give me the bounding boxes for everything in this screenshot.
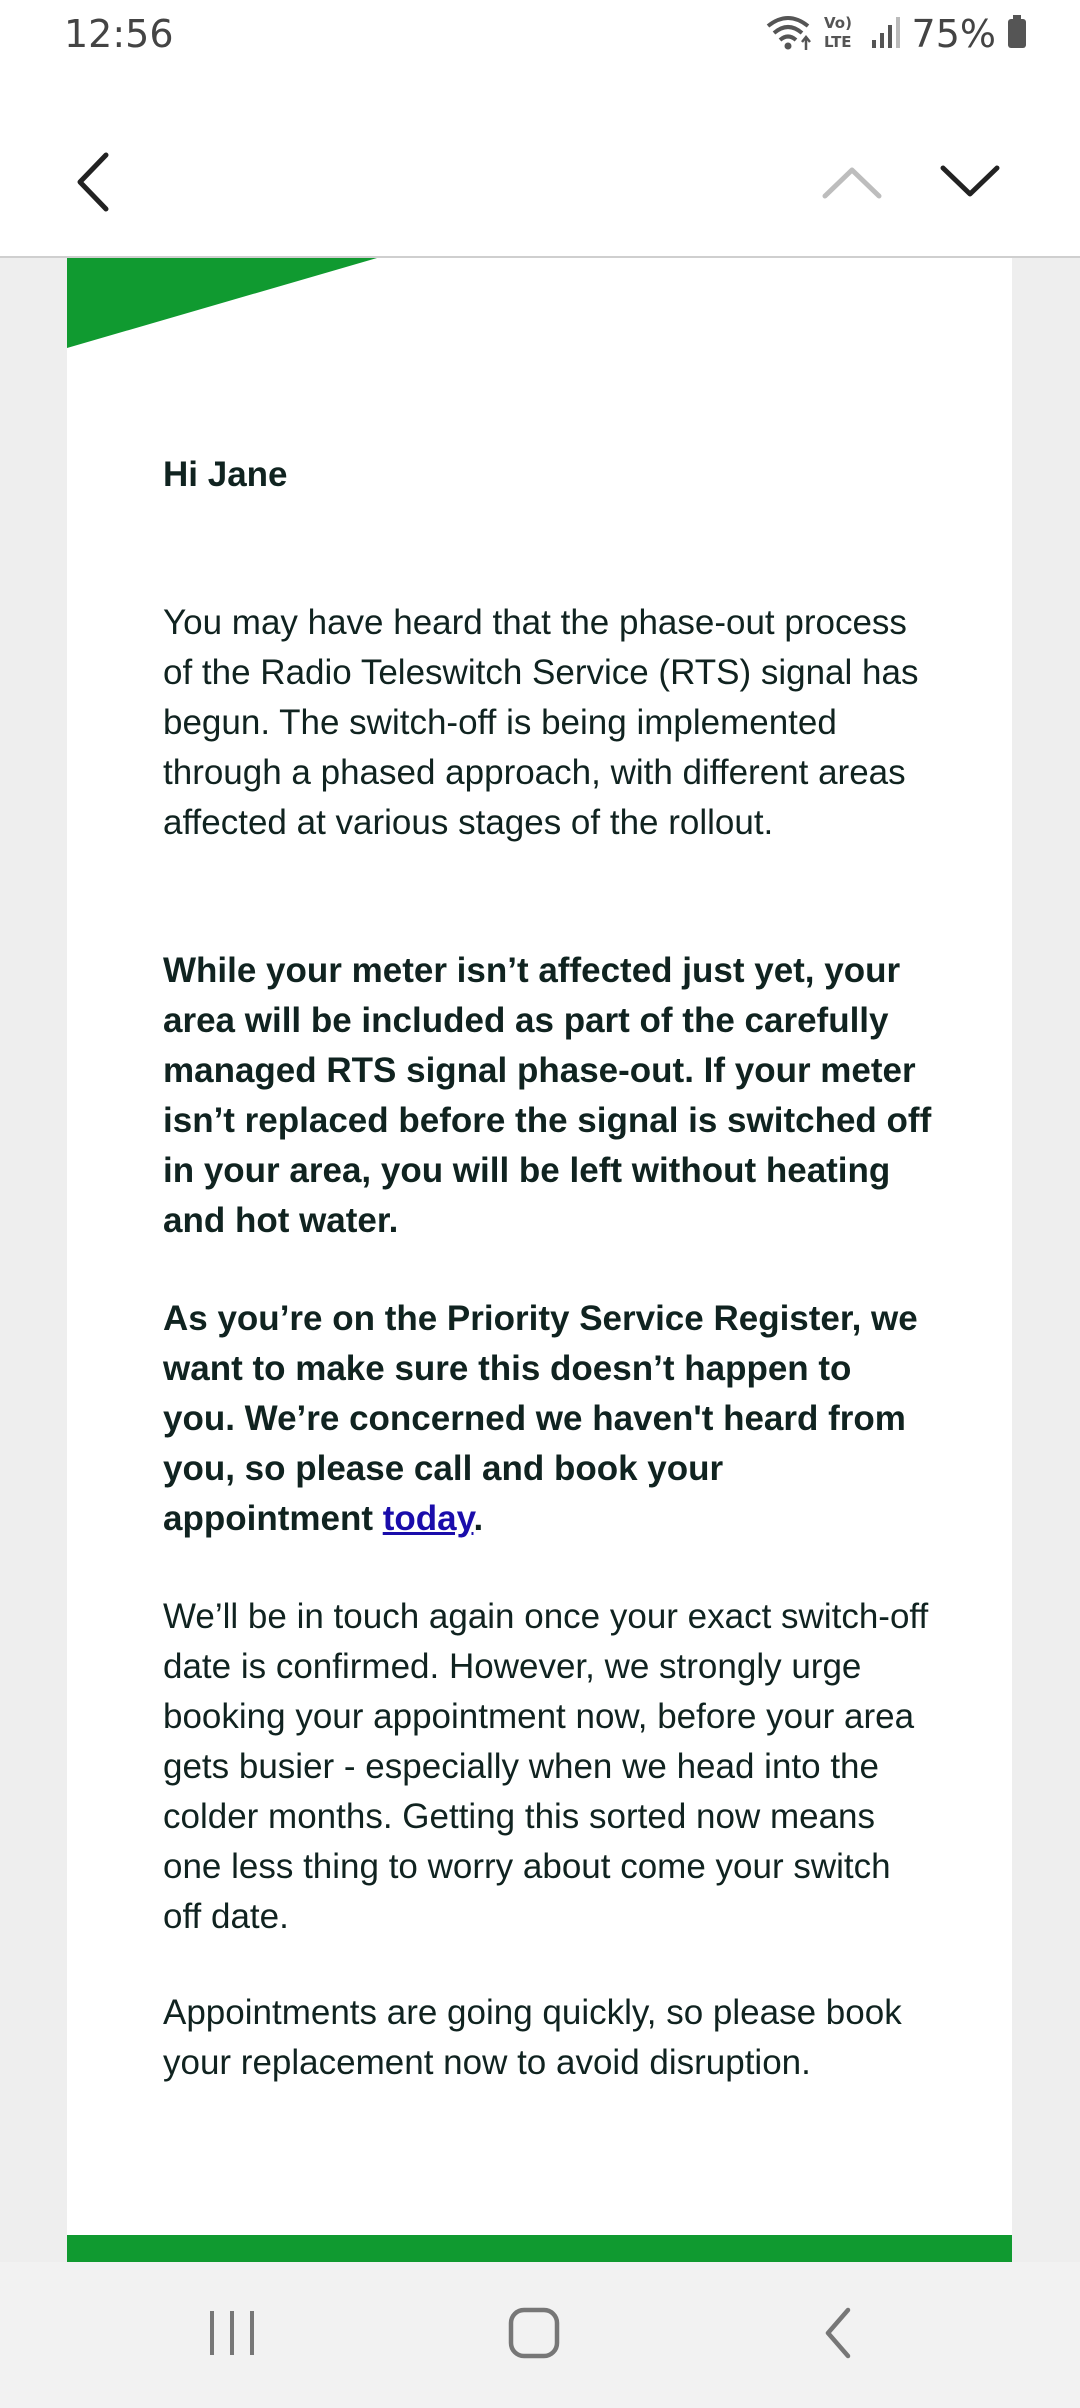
- volte-icon: [822, 12, 860, 57]
- recents-icon: [206, 2308, 258, 2363]
- email-paragraph-rts-phase-out: You may have heard that the phase-out process of the Radio Teleswitch Service (RTS) signal has begun. The switch-off is being implemented through a phased approach, with different areas affected at various stages of the rollout.: [163, 603, 919, 842]
- email-toolbar: [0, 72, 1080, 258]
- chevron-up-icon: [821, 162, 883, 207]
- signal-icon: [870, 12, 902, 57]
- battery-icon: [1006, 12, 1028, 57]
- priority-register-end: .: [473, 1499, 484, 1538]
- battery-percent: 75%: [911, 12, 996, 56]
- back-button[interactable]: [54, 144, 134, 224]
- svg-text:LTE: LTE: [823, 32, 852, 51]
- system-navigation-bar: [0, 2262, 1080, 2408]
- email-paragraph-appointments: Appointments are going quickly, so please book your replacement now to avoid disruption.: [163, 1993, 902, 2082]
- email-card: [67, 258, 1012, 2262]
- chevron-down-icon: [939, 162, 1001, 207]
- home-button[interactable]: [484, 2290, 584, 2380]
- green-header-wedge: [67, 258, 377, 348]
- status-bar: [0, 0, 1080, 72]
- email-paragraph-priority-register: [163, 1294, 933, 1544]
- status-icons: [764, 10, 1028, 58]
- back-icon: [820, 2306, 856, 2365]
- wifi-icon: [764, 12, 812, 57]
- book-today-link[interactable]: today: [382, 1499, 474, 1538]
- previous-email-button[interactable]: [812, 144, 892, 224]
- green-footer-bar: [67, 2235, 1012, 2262]
- email-greeting: Hi Jane: [163, 455, 288, 494]
- email-paragraph-meter-warning: While your meter isn’t affected just yet, your area will be included as part of the carefully managed RTS signal phase-out. If your meter isn’t replaced before the signal is switched off in your area, you will be left without heating and hot water.: [163, 951, 932, 1240]
- home-icon: [507, 2306, 561, 2365]
- recents-button[interactable]: [182, 2290, 282, 2380]
- status-time: 12:56: [64, 12, 174, 56]
- back-arrow-icon: [72, 149, 116, 220]
- priority-register-text: As you’re on the Priority Service Register, we want to make sure this doesn’t happen to you. We’re concerned we haven't heard from you, so please call and book your appointment: [163, 1299, 918, 1538]
- system-back-button[interactable]: [788, 2290, 888, 2380]
- svg-text:Vo): Vo): [823, 13, 852, 32]
- next-email-button[interactable]: [930, 144, 1010, 224]
- email-paragraph-switch-off-date: We’ll be in touch again once your exact switch-off date is confirmed. However, we strongly urge booking your appointment now, before your area gets busier - especially when we head into the colder months. Getting this sorted now means one less thing to worry about come your switch off date.: [163, 1597, 929, 1936]
